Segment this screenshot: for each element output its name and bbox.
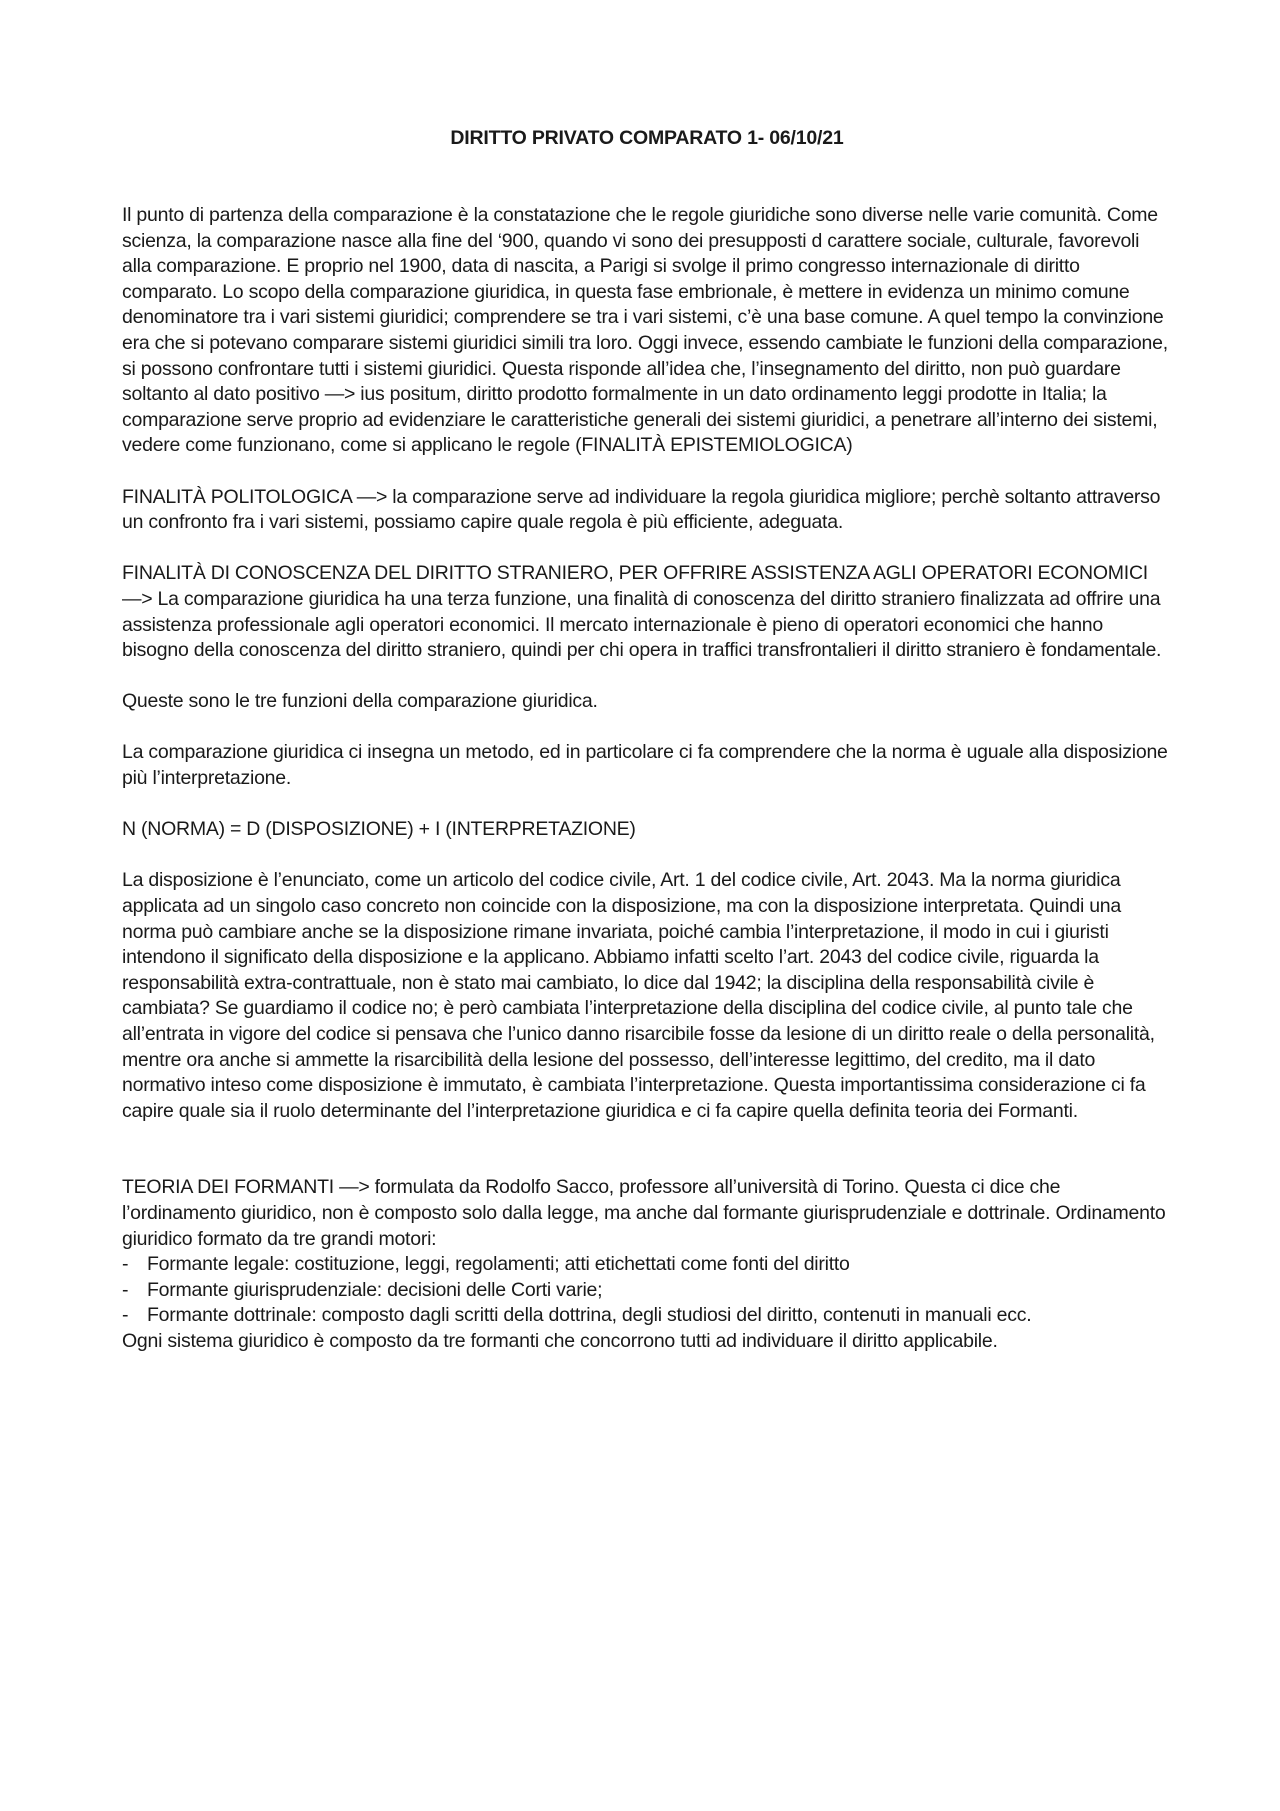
list-item-text: Formante giurisprudenziale: decisioni delle Corti varie; bbox=[147, 1278, 603, 1301]
document-title: DIRITTO PRIVATO COMPARATO 1- 06/10/21 bbox=[450, 127, 844, 149]
formanti-list bbox=[122, 1252, 1172, 1329]
list-item-formante-giurisprudenziale bbox=[122, 1278, 1172, 1304]
list-item-text: Formante dottrinale: composto dagli scritti della dottrina, degli studiosi del diritto, contenuti in manuali ecc. bbox=[147, 1304, 1032, 1327]
list-item-text: Formante legale: costituzione, leggi, regolamenti; atti etichettati come fonti del diritto bbox=[147, 1253, 850, 1276]
document-page bbox=[122, 125, 1172, 1355]
list-dash: - bbox=[122, 1278, 129, 1301]
paragraph-finalita-conoscenza: FINALITÀ DI CONOSCENZA DEL DIRITTO STRANIERO, PER OFFRIRE ASSISTENZA AGLI OPERATORI ECONOMICI —> La comparazione giuridica ha una terza funzione, una finalità di conoscenza del diritto straniero finalizzata ad offrire una assistenza professionale agli operatori economici. Il mercato internazionale è pieno di operatori economici che hanno bisogno della conoscenza del diritto straniero, quindi per chi opera in traffici transfrontalieri il diritto straniero è fondamentale. bbox=[122, 562, 1162, 662]
list-item-formante-dottrinale bbox=[122, 1303, 1172, 1329]
formula-norma: N (NORMA) = D (DISPOSIZIONE) + I (INTERPRETAZIONE) bbox=[122, 818, 636, 841]
paragraph-intro: Il punto di partenza della comparazione è la constatazione che le regole giuridiche sono diverse nelle varie comunità. Come scienza, la comparazione nasce alla fine del ‘900, quando vi sono dei presupposti d carattere sociale, culturale, favorevoli alla comparazione. E proprio nel 1900, data di nascita, a Parigi si svolge il primo congresso internazionale di diritto comparato. Lo scopo della comparazione giuridica, in questa fase embrionale, è mettere in evidenza un minimo comune denominatore tra i vari sistemi giuridici; comprendere se tra i vari sistemi, c’è una base comune. A quel tempo la convinzione era che si potevano comparare sistemi giuridici simili tra loro. Oggi invece, essendo cambiate le funzioni della comparazione, si possono confrontare tutti i sistemi giuridici. Questa risponde all’idea che, l’insegnamento del diritto, non può guardare soltanto al dato positivo —> ius positum, diritto prodotto formalmente in un dato ordinamento leggi prodotte in Italia; la comparazione serve proprio ad evidenziare le caratteristiche generali dei sistemi giuridici, a penetrare all’interno dei sistemi, vedere come funzionano, come si applicano le regole (FINALITÀ EPISTEMIOLOGICA) bbox=[122, 204, 1168, 457]
list-dash: - bbox=[122, 1304, 129, 1327]
paragraph-disposizione: La disposizione è l’enunciato, come un articolo del codice civile, Art. 1 del codice civile, Art. 2043. Ma la norma giuridica applicata ad un singolo caso concreto non coincide con la disposizione, ma con la disposizione interpretata. Quindi una norma può cambiare anche se la disposizione rimane invariata, poiché cambia l’interpretazione, il modo in cui i giuristi intendono il significato della disposizione e la applicano. Abbiamo infatti scelto l’art. 2043 del codice civile, riguarda la responsabilità extra-contrattuale, non è stato mai cambiato, lo dice dal 1942; la disciplina della responsabilità civile è cambiata? Se guardiamo il codice no; è però cambiata l’interpretazione della disciplina del codice civile, al punto tale che all’entrata in vigore del codice si pensava che l’unico danno risarcibile fosse da lesione di un diritto reale o della personalità, mentre ora anche si ammette la risarcibilità della lesione del possesso, dell’interesse legittimo, del credito, ma il dato normativo inteso come disposizione è immutato, è cambiata l’interpretazione. Questa importantissima considerazione ci fa capire quale sia il ruolo determinante del l’interpretazione giuridica e ci fa capire quella definita teoria dei Formanti. bbox=[122, 869, 1155, 1122]
paragraph-teoria-formanti: TEORIA DEI FORMANTI —> formulata da Rodolfo Sacco, professore all’università di Torino. Questa ci dice che l’ordinamento giuridico, non è composto solo dalla legge, ma anche dal formante giurisprudenziale e dottrinale. Ordinamento giuridico formato da tre grandi motori: bbox=[122, 1176, 1166, 1250]
paragraph-conclusione: Ogni sistema giuridico è composto da tre formanti che concorrono tutti ad individuare il diritto applicabile. bbox=[122, 1329, 998, 1352]
paragraph-tre-funzioni: Queste sono le tre funzioni della comparazione giuridica. bbox=[122, 690, 598, 713]
list-dash: - bbox=[122, 1253, 129, 1276]
list-item-formante-legale bbox=[122, 1252, 1172, 1278]
paragraph-metodo: La comparazione giuridica ci insegna un metodo, ed in particolare ci fa comprendere che la norma è uguale alla disposizione più l’interpretazione. bbox=[122, 741, 1168, 790]
paragraph-finalita-politologica: FINALITÀ POLITOLOGICA —> la comparazione serve ad individuare la regola giuridica migliore; perchè soltanto attraverso un confronto fra i vari sistemi, possiamo capire quale regola è più efficiente, adeguata. bbox=[122, 485, 1161, 534]
